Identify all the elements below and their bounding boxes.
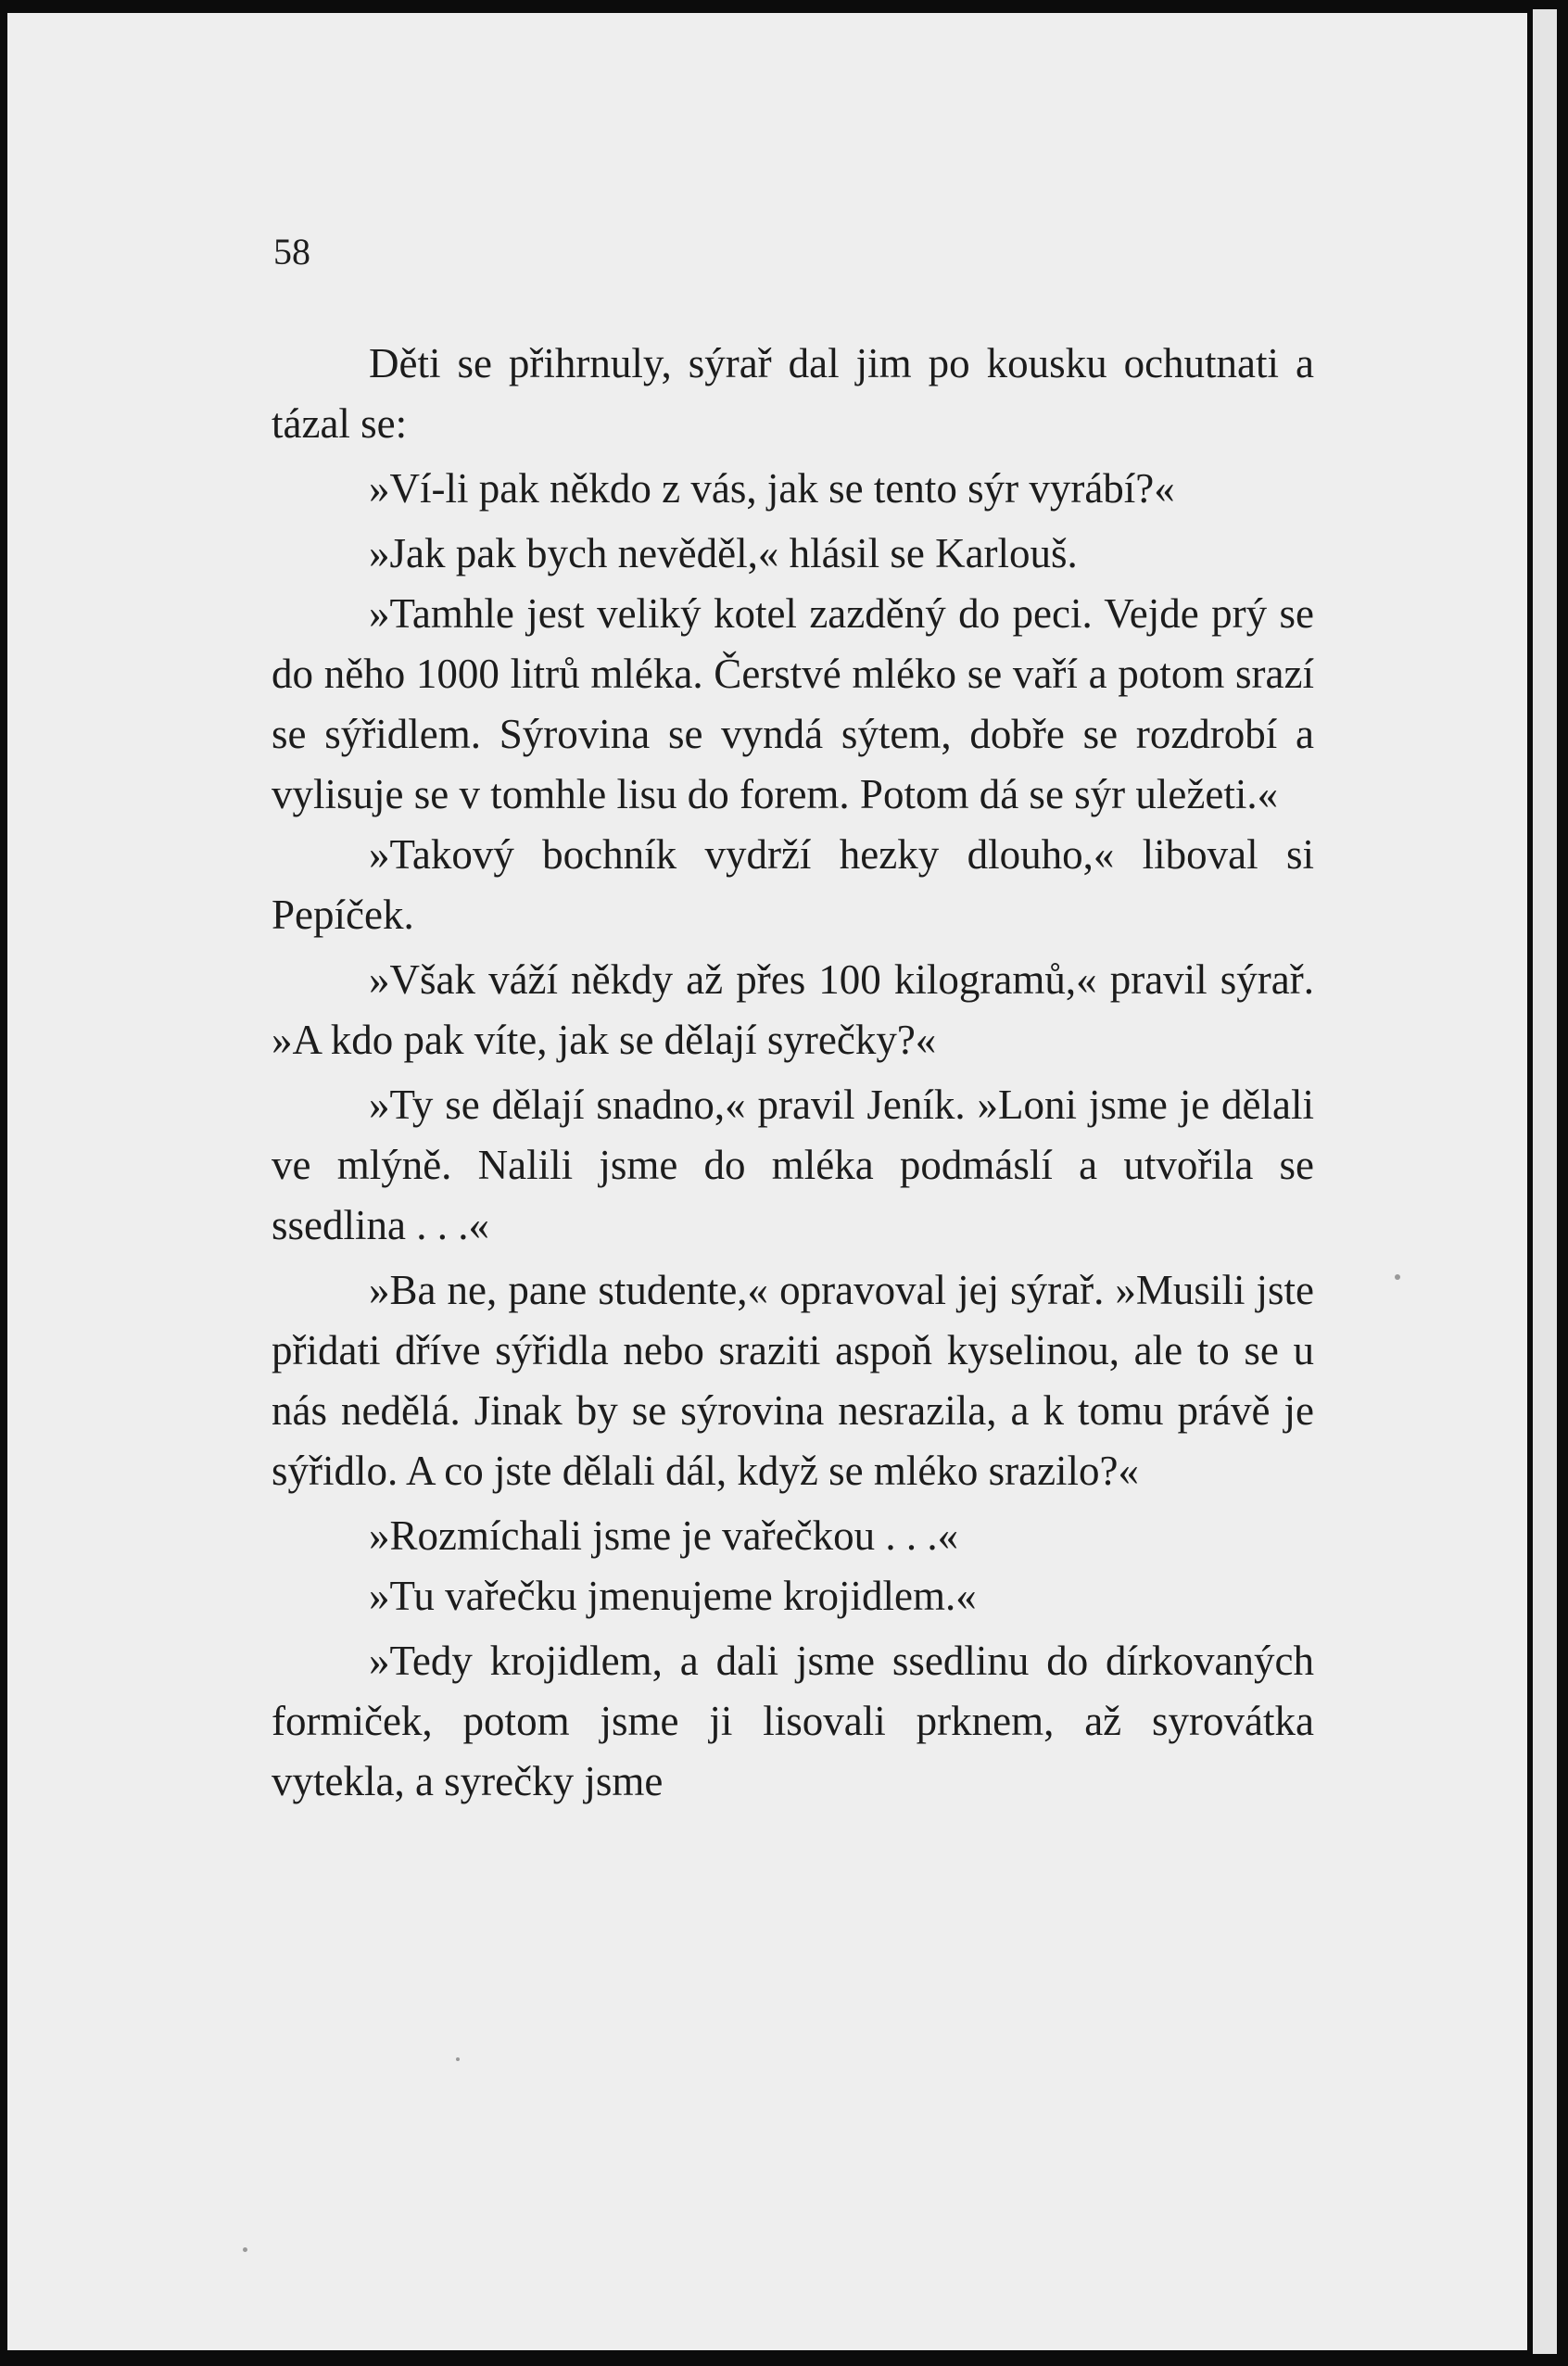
- paragraph: »Tedy krojidlem, a dali jsme ssedlinu do dírkovaných formiček, potom jsme ji lisovali prknem, až syrovátka vytekla, a syrečky jsme: [272, 1638, 1314, 1804]
- paper-speck: [243, 2247, 247, 2252]
- paragraph: »Tamhle jest veliký kotel zazděný do peci. Vejde prý se do něho 1000 litrů mléka. Čerstvé mléko se vaří a potom srazí se sýřidlem. Sýrovina se vyndá sýtem, dobře se rozdrobí a vylisuje se v tomhle lisu do forem. Potom dá se sýr uležeti.«: [272, 590, 1314, 817]
- paragraph: »Ví-li pak někdo z vás, jak se tento sýr vyrábí?«: [369, 465, 1175, 512]
- paragraph: »Takový bochník vydrží hezky dlouho,« liboval si Pepíček.: [272, 831, 1314, 938]
- paper-speck: [1395, 1274, 1400, 1280]
- paragraph: »Však váží někdy až přes 100 kilogramů,« pravil sýrař. »A kdo pak víte, jak se dělají syrečky?«: [272, 956, 1314, 1063]
- paragraph: »Ba ne, pane studente,« opravoval jej sýrař. »Musili jste přidati dříve sýřidla nebo sraziti aspoň kyselinou, ale to se u nás nedělá. Jinak by se sýrovina nesrazila, a k tomu právě je sýřidlo. A co jste dělali dál, když se mléko srazilo?«: [272, 1267, 1314, 1494]
- page-edge: [1533, 9, 1557, 2354]
- body-text: [272, 334, 1314, 1812]
- paragraph: »Ty se dělají snadno,« pravil Jeník. »Loni jsme je dělali ve mlýně. Nalili jsme do mléka podmáslí a utvořila se ssedlina . . .«: [272, 1082, 1314, 1248]
- paragraph: »Tu vařečku jmenujeme krojidlem.«: [369, 1573, 977, 1619]
- paragraph: »Jak pak bych nevěděl,« hlásil se Karlouš.: [369, 530, 1078, 576]
- paper-speck: [456, 2057, 460, 2061]
- page-number: 58: [273, 231, 310, 272]
- paragraph: »Rozmíchali jsme je vařečkou . . .«: [369, 1512, 959, 1559]
- paragraph: Děti se přihrnuly, sýrař dal jim po kousku ochutnati a tázal se:: [272, 340, 1314, 447]
